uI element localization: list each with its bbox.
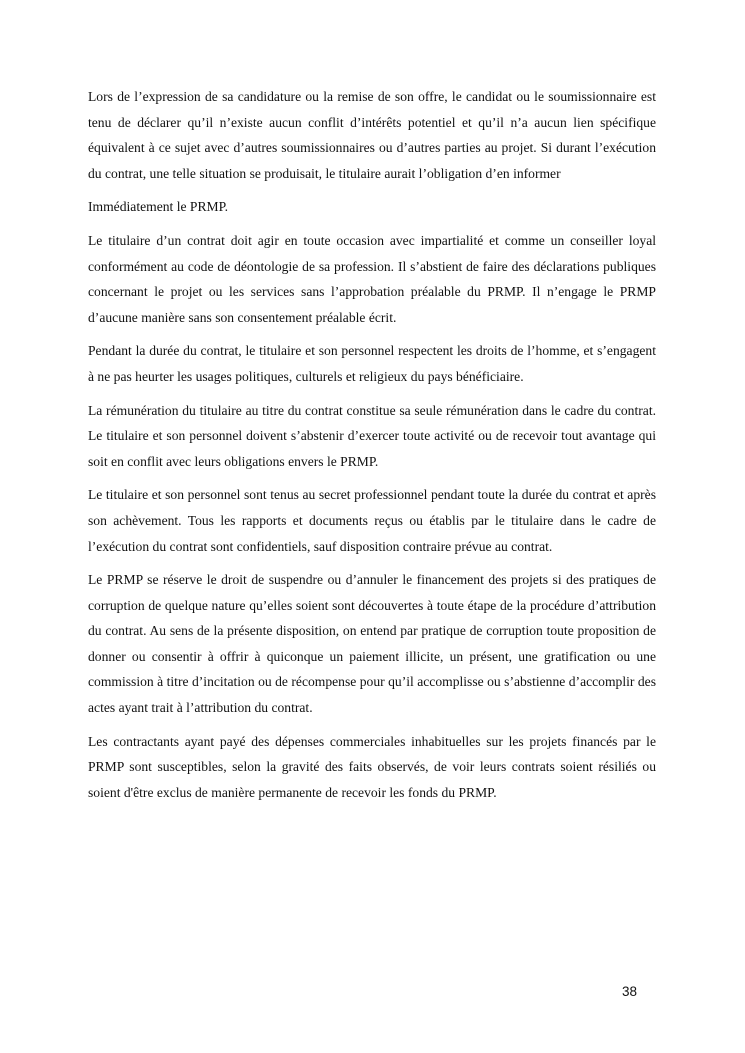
paragraph-remuneration: La rémunération du titulaire au titre du contrat constitue sa seule rémunération dans le cadre du contrat. Le titulaire et son personnel doivent s’abstenir d’exercer toute activité ou de recevoir tout avantage qui soit en conflit avec leurs obligations envers le PRMP.	[88, 402, 656, 469]
paragraph-conflict-of-interest: Lors de l’expression de sa candidature ou la remise de son offre, le candidat ou le soumissionnaire est tenu de déclarer qu’il n’existe aucun conflit d’intérêts potentiel et qu’il n’a aucun lien spécifique équivalent à ce sujet avec d’autres soumissionnaires ou d’autres parties au projet. Si durant l’exécution du contrat, une telle situation se produisait, le titulaire aurait l’obligation d’en informer	[88, 89, 656, 181]
paragraph-human-rights: Pendant la durée du contrat, le titulaire et son personnel respectent les droits de l’homme, et s’engagent à ne pas heurter les usages politiques, culturels et religieux du pays bénéficiaire.	[88, 343, 656, 384]
paragraph-corruption: Le PRMP se réserve le droit de suspendre ou d’annuler le financement des projets si des pratiques de corruption de quelque nature qu’elles soient sont découvertes à toute étape de la procédure d’attribution du contrat. Au sens de la présente disposition, on entend par pratique de corruption toute proposition de donner ou consentir à offrir à quiconque un paiement illicite, un présent, une gratification ou une commission à titre d’incitation ou de récompense pour qu’il accomplisse ou s’abstienne d’accomplir des actes ayant trait à l’attribution du contrat.	[88, 572, 656, 716]
paragraph-unusual-expenses: Les contractants ayant payé des dépenses commerciales inhabituelles sur les projets financés par le PRMP sont susceptibles, selon la gravité des faits observés, de voir leurs contrats soient résiliés ou soient d'être exclus de manière permanente de recevoir les fonds du PRMP.	[88, 733, 656, 800]
paragraph-professional-secrecy: Le titulaire et son personnel sont tenus au secret professionnel pendant toute la durée du contrat et après son achèvement. Tous les rapports et documents reçus ou établis par le titulaire dans le cadre de l’exécution du contrat sont confidentiels, sauf disposition contraire prévue au contrat.	[88, 487, 656, 554]
paragraph-impartiality: Le titulaire d’un contrat doit agir en toute occasion avec impartialité et comme un conseiller loyal conformément au code de déontologie de sa profession. Il s’abstient de faire des déclarations publiques concernant le projet ou les services sans l’approbation préalable du PRMP. Il n’engage le PRMP d’aucune manière sans son consentement préalable écrit.	[88, 232, 656, 325]
paragraph-inform-prmp: Immédiatement le PRMP.	[88, 199, 229, 215]
document-body	[88, 84, 656, 813]
page-number: 38	[622, 984, 638, 999]
